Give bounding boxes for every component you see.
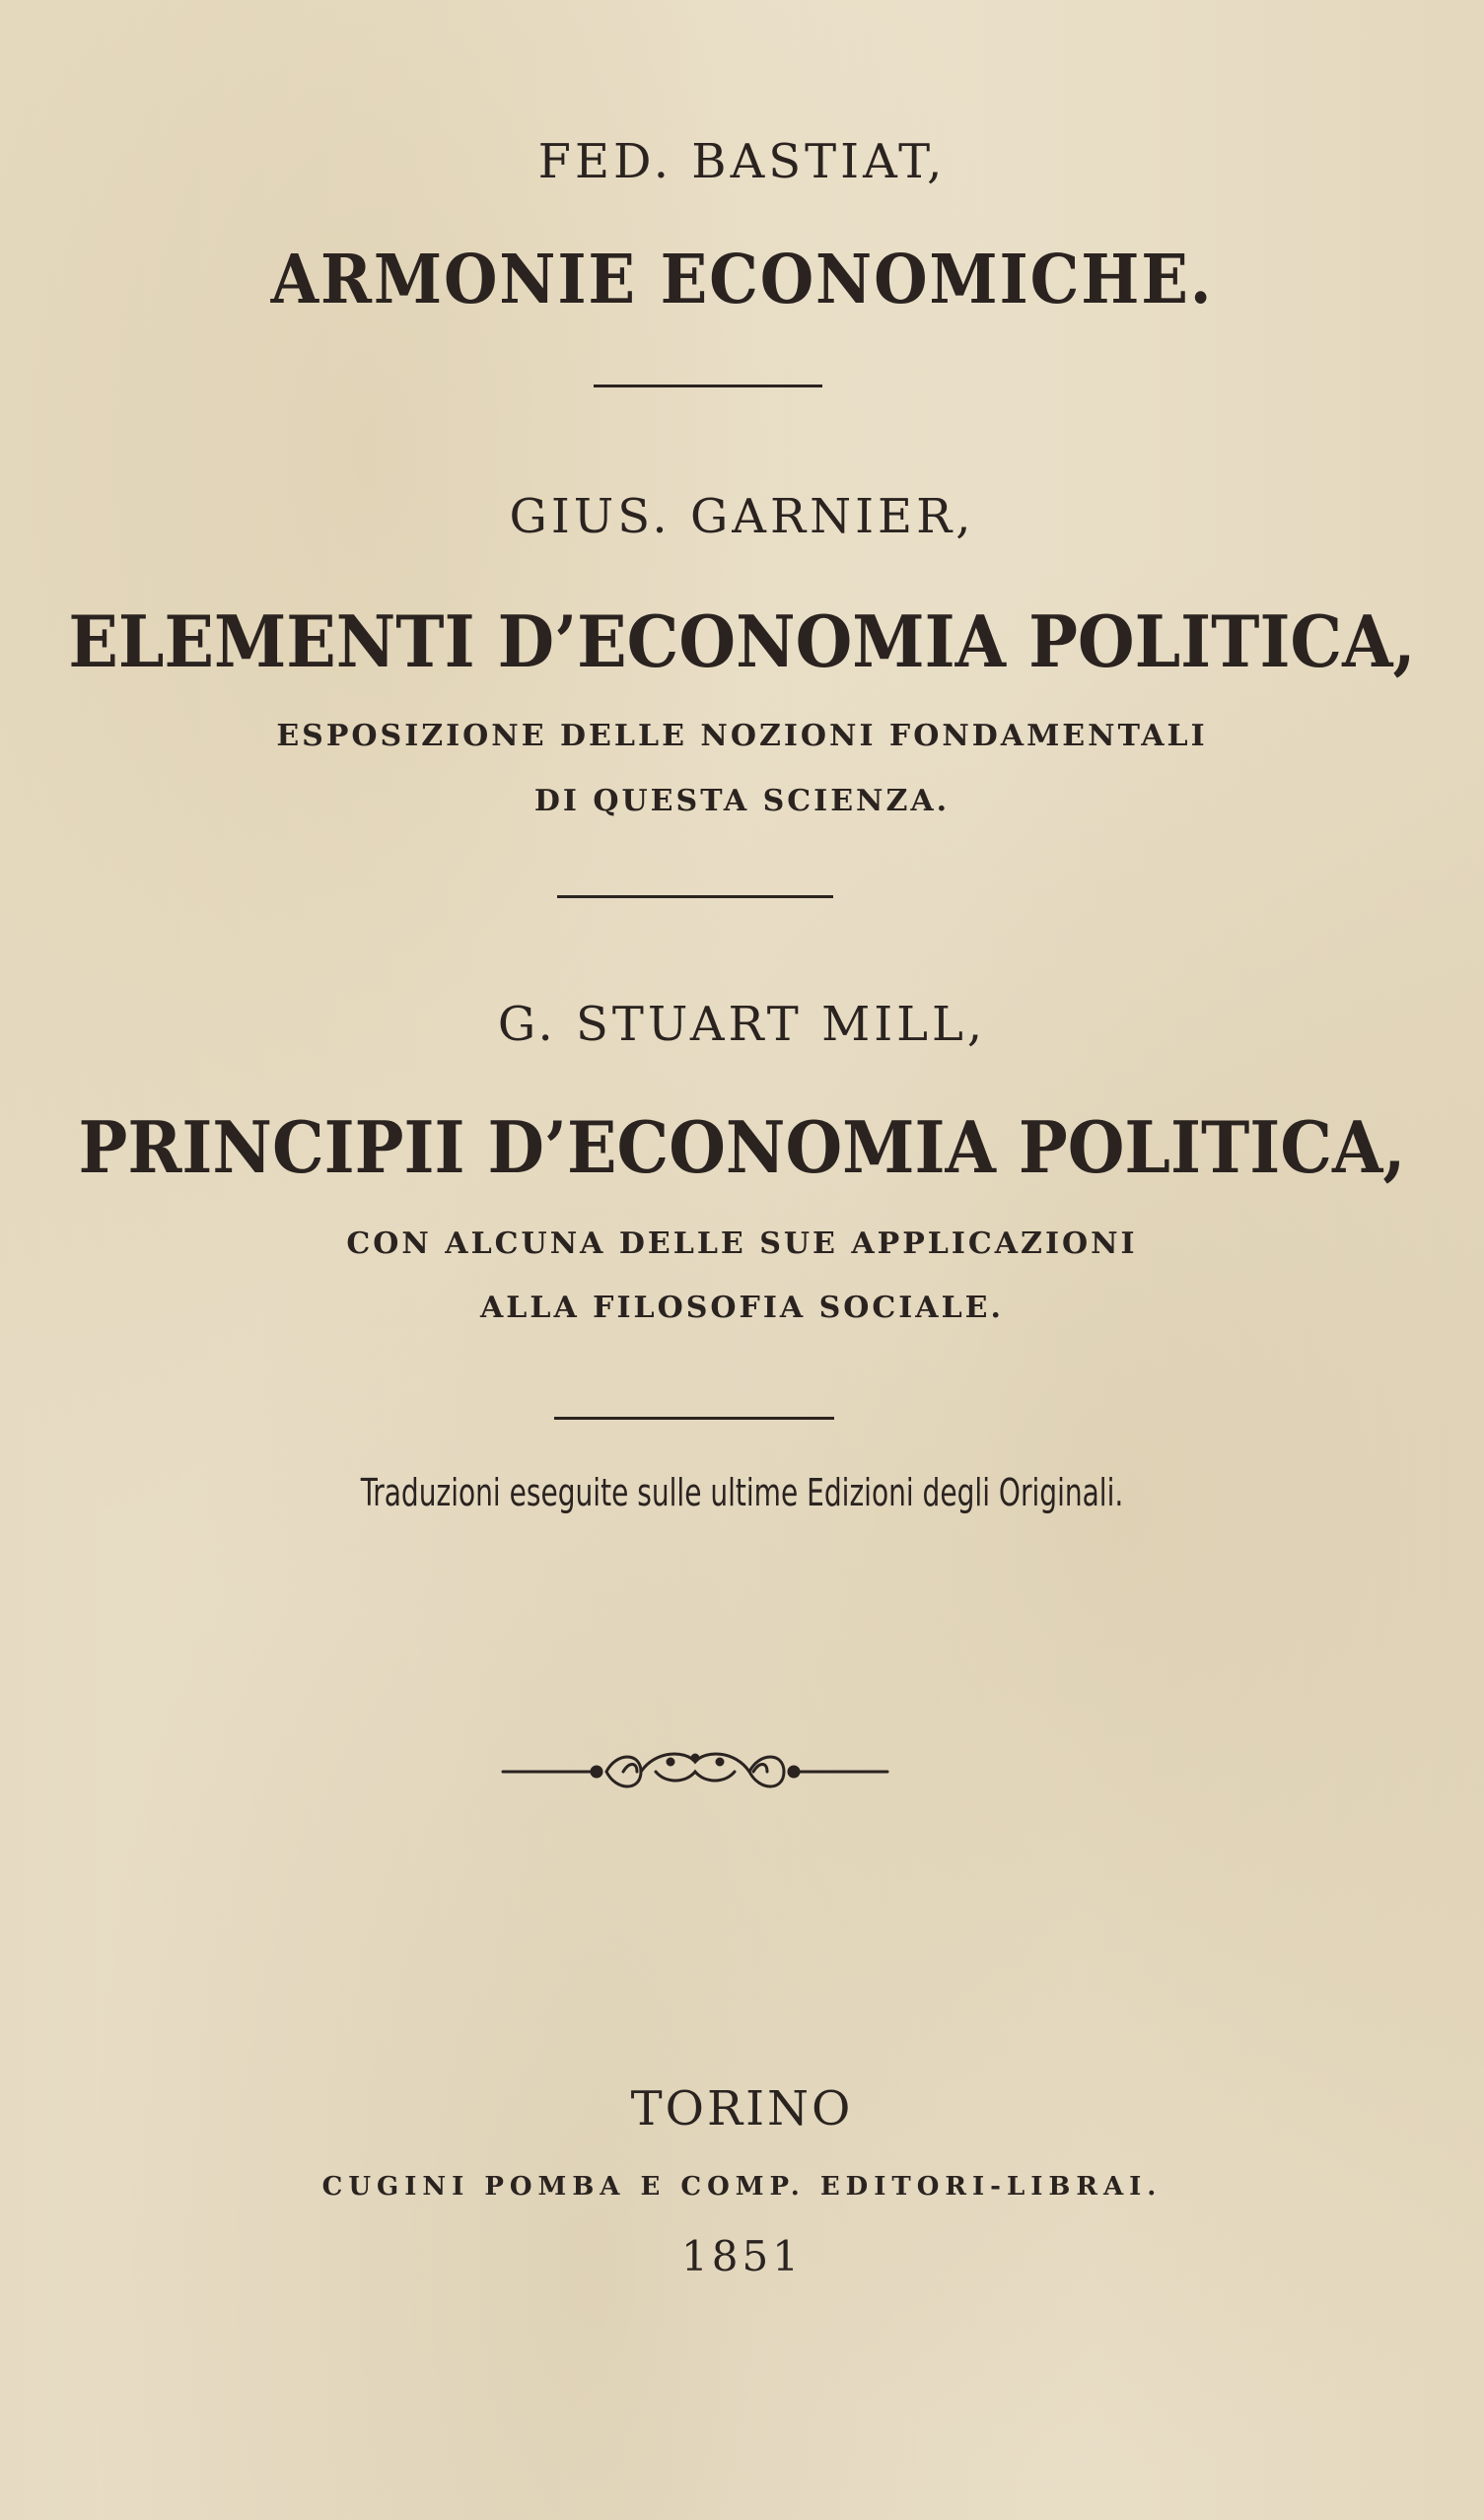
imprint-city: TORINO [630,2081,854,2136]
divider-1 [594,385,822,387]
work3-subtitle-line2: ALLA FILOSOFIA SOCIALE. [480,1291,1004,1325]
imprint-publisher: CUGINI POMBA E COMP. EDITORI-LIBRAI. [321,2172,1163,2202]
work3-title: PRINCIPII D’ECONOMIA POLITICA, [78,1105,1406,1189]
work2-subtitle-line2: DI QUESTA SCIENZA. [533,784,951,818]
translation-note: Traduzioni eseguite sulle ultime Edizioni degli Originali. [360,1471,1124,1514]
work3-author: G. STUART MILL, [497,997,987,1052]
work2-title: ELEMENTI D’ECONOMIA POLITICA, [68,599,1416,683]
work1-author: FED. BASTIAT, [537,134,947,189]
work3-subtitle-line1: CON ALCUNA DELLE SUE APPLICAZIONI [346,1226,1138,1261]
work2-author: GIUS. GARNIER, [509,489,975,544]
work1-title: ARMONIE ECONOMICHE. [270,241,1214,319]
divider-2 [557,895,833,898]
divider-3 [554,1417,834,1420]
work2-subtitle-line1: ESPOSIZIONE DELLE NOZIONI FONDAMENTALI [276,719,1208,753]
fleuron-ornament-icon [493,1740,897,1799]
imprint-year: 1851 [681,2232,803,2280]
